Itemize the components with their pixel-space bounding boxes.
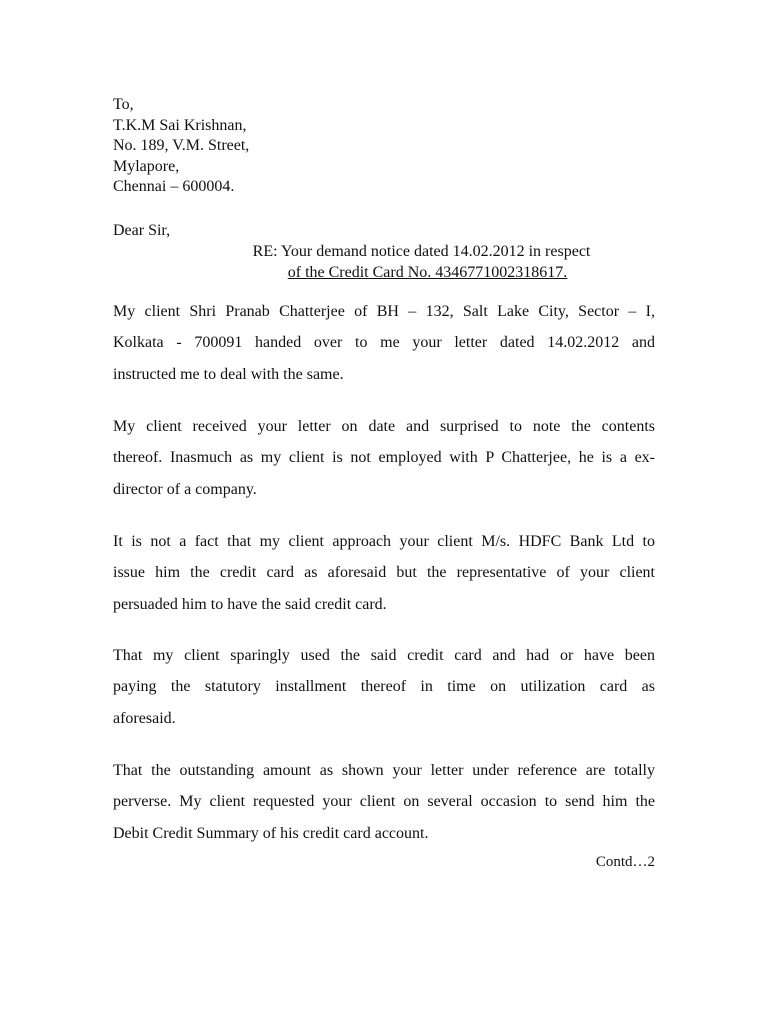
address-city: Chennai – 600004. [113,178,235,195]
paragraph-line: director of a company. [113,480,257,498]
paragraph-2 [113,411,655,505]
address-locality: Mylapore, [113,157,180,175]
paragraph-3 [113,526,655,620]
paragraph-line: instructed me to deal with the same. [113,365,344,383]
paragraph-line: Debit Credit Summary of his credit card account. [113,824,429,842]
paragraph-line: thereof. Inasmuch as my client is not employed with P Chatterjee, he is a ex- [113,449,655,467]
salutation: Dear Sir, [113,222,171,239]
reference-line-1: RE: Your demand notice dated 14.02.2012 in respect [252,243,591,260]
continued-marker: Contd…2 [595,854,655,870]
paragraph-4 [113,640,655,734]
paragraph-line: That the outstanding amount as shown your letter under reference are totally [113,762,655,779]
paragraph-line: It is not a fact that my client approach your client M/s. HDFC Bank Ltd to [113,533,655,550]
paragraph-5 [113,755,655,849]
paragraph-line: Kolkata - 700091 handed over to me your letter dated 14.02.2012 and [113,334,655,352]
paragraph-line: That my client sparingly used the said credit card and had or have been [113,647,655,664]
paragraph-line: perverse. My client requested your client on several occasion to send him the [113,793,655,811]
paragraph-line: issue him the credit card as aforesaid but the representative of your client [113,564,655,582]
paragraph-line: My client Shri Pranab Chatterjee of BH – 132, Salt Lake City, Sector – I, [113,303,655,320]
address-to: To, [113,96,134,113]
paragraph-line: paying the statutory installment thereof in time on utilization card as [113,678,655,696]
paragraph-1 [113,296,655,390]
paragraph-line: persuaded him to have the said credit card. [113,595,387,613]
paragraph-line: aforesaid. [113,709,176,727]
address-street: No. 189, V.M. Street, [113,137,250,154]
paragraph-line: My client received your letter on date and surprised to note the contents [113,418,655,435]
recipient-address [113,95,249,198]
reference-block [113,241,655,283]
reference-line-2: of the Credit Card No. 4346771002318617. [287,264,568,281]
address-name: T.K.M Sai Krishnan, [113,116,247,134]
